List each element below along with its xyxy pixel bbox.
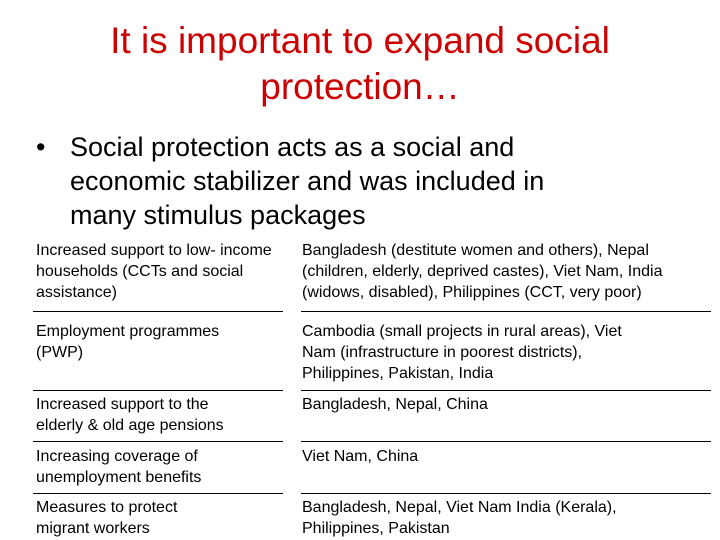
row-divider — [33, 390, 283, 391]
row-divider — [301, 311, 711, 312]
measure-text-line: Increased support to the — [36, 396, 209, 413]
countries-cell — [302, 240, 720, 303]
measure-text-line: (PWP) — [36, 344, 84, 361]
measure-cell — [36, 497, 298, 539]
measure-text-line: households (CCTs and social — [36, 263, 244, 280]
measure-text-line: migrant workers — [36, 520, 150, 537]
row-divider — [301, 390, 711, 391]
countries-text-line: Philippines, Pakistan, India — [302, 365, 494, 382]
measure-cell — [36, 394, 298, 436]
measure-cell — [36, 321, 298, 363]
measure-text-line: elderly & old age pensions — [36, 417, 224, 434]
measure-text-line: Employment programmes — [36, 323, 220, 340]
measure-text-line: assistance) — [36, 284, 117, 301]
row-divider — [301, 493, 711, 494]
slide-title-line-1: It is important to expand social — [110, 20, 610, 61]
countries-cell — [302, 446, 720, 467]
countries-text-line: Bangladesh, Nepal, China — [302, 396, 488, 413]
measure-text-line: Increased support to low- income — [36, 242, 272, 259]
slide-title — [0, 18, 720, 110]
countries-cell — [302, 394, 720, 415]
bullet-text-line-1: Social protection acts as a social and — [70, 132, 515, 162]
measure-text-line: Increasing coverage of — [36, 448, 198, 465]
countries-text-line: Nam (infrastructure in poorest districts), — [302, 344, 583, 361]
countries-text-line: Bangladesh, Nepal, Viet Nam India (Kerala), — [302, 499, 617, 516]
countries-text-line: Bangladesh (destitute women and others), Nepal — [302, 242, 649, 259]
row-divider — [33, 493, 283, 494]
countries-text-line: Philippines, Pakistan — [302, 520, 450, 537]
bullet-text-line-3: many stimulus packages — [70, 200, 366, 230]
row-divider — [33, 441, 283, 442]
measure-text-line: Measures to protect — [36, 499, 178, 516]
countries-text-line: (children, elderly, deprived castes), Viet Nam, India — [302, 263, 663, 280]
bullet-icon: • — [36, 132, 46, 162]
bullet-point — [36, 130, 696, 232]
bullet-text-line-2: economic stabilizer and was included in — [70, 166, 545, 196]
countries-text-line: Viet Nam, China — [302, 448, 419, 465]
row-divider — [301, 441, 711, 442]
countries-text-line: Cambodia (small projects in rural areas), Viet — [302, 323, 622, 340]
slide-title-line-2: protection… — [260, 66, 460, 107]
measure-cell — [36, 446, 298, 488]
measure-cell — [36, 240, 298, 303]
countries-cell — [302, 497, 720, 539]
measure-text-line: unemployment benefits — [36, 469, 202, 486]
countries-text-line: (widows, disabled), Philippines (CCT, very poor) — [302, 284, 642, 301]
countries-cell — [302, 321, 720, 384]
row-divider — [33, 311, 283, 312]
